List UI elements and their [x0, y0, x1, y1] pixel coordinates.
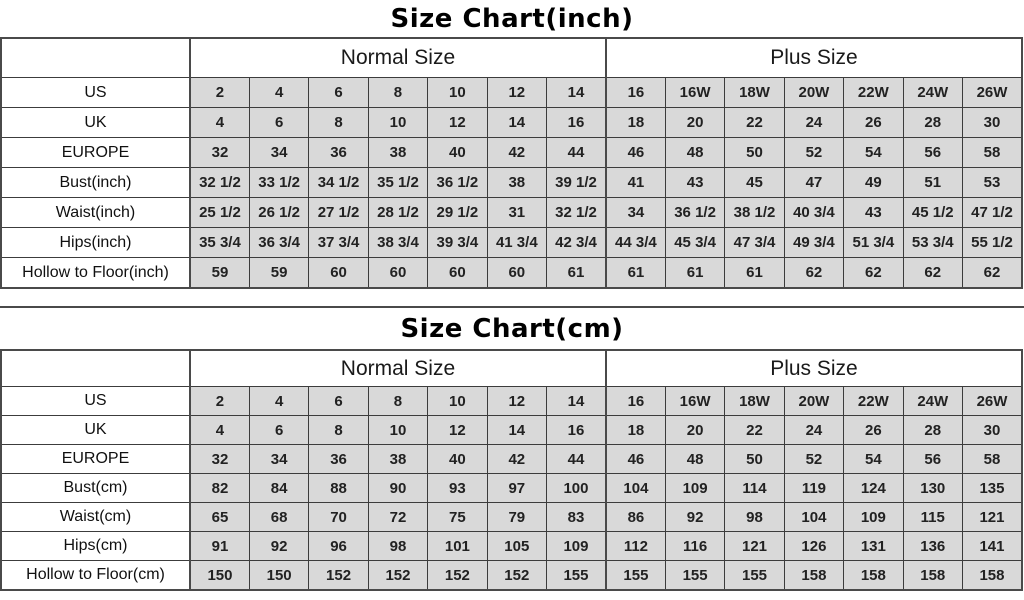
value-cell: 38	[368, 445, 427, 474]
row-label: EUROPE	[1, 138, 190, 168]
value-cell: 30	[962, 108, 1022, 138]
value-cell: 36 1/2	[665, 198, 724, 228]
value-cell: 33 1/2	[249, 168, 308, 198]
value-cell: 35 3/4	[190, 228, 249, 258]
value-cell: 16W	[665, 387, 724, 416]
value-cell: 10	[428, 387, 487, 416]
value-cell: 61	[547, 258, 606, 289]
value-cell: 53 3/4	[903, 228, 962, 258]
value-cell: 36 3/4	[249, 228, 308, 258]
value-cell: 2	[190, 78, 249, 108]
row-label: EUROPE	[1, 445, 190, 474]
value-cell: 34	[249, 445, 308, 474]
row-label: Hips(inch)	[1, 228, 190, 258]
value-cell: 12	[428, 108, 487, 138]
value-cell: 155	[547, 561, 606, 591]
value-cell: 54	[844, 138, 903, 168]
value-cell: 31	[487, 198, 546, 228]
value-cell: 121	[725, 532, 784, 561]
value-cell: 40	[428, 138, 487, 168]
value-cell: 130	[903, 474, 962, 503]
value-cell: 116	[665, 532, 724, 561]
value-cell: 16	[547, 416, 606, 445]
value-cell: 60	[368, 258, 427, 289]
value-cell: 150	[190, 561, 249, 591]
value-cell: 8	[368, 78, 427, 108]
value-cell: 52	[784, 445, 843, 474]
row-label: Bust(cm)	[1, 474, 190, 503]
value-cell: 20	[665, 108, 724, 138]
value-cell: 16W	[665, 78, 724, 108]
value-cell: 41	[606, 168, 665, 198]
value-cell: 39 1/2	[547, 168, 606, 198]
value-cell: 49 3/4	[784, 228, 843, 258]
value-cell: 98	[725, 503, 784, 532]
value-cell: 36 1/2	[428, 168, 487, 198]
value-cell: 53	[962, 168, 1022, 198]
value-cell: 40 3/4	[784, 198, 843, 228]
value-cell: 158	[962, 561, 1022, 591]
value-cell: 29 1/2	[428, 198, 487, 228]
value-cell: 27 1/2	[309, 198, 368, 228]
table-row	[1, 78, 1022, 108]
value-cell: 44	[547, 445, 606, 474]
value-cell: 24W	[903, 387, 962, 416]
row-label: UK	[1, 416, 190, 445]
value-cell: 10	[428, 78, 487, 108]
value-cell: 62	[784, 258, 843, 289]
value-cell: 10	[368, 108, 427, 138]
value-cell: 105	[487, 532, 546, 561]
value-cell: 62	[844, 258, 903, 289]
value-cell: 155	[725, 561, 784, 591]
size-chart-cm-section	[0, 306, 1024, 591]
table-row	[1, 387, 1022, 416]
value-cell: 48	[665, 445, 724, 474]
value-cell: 32 1/2	[190, 168, 249, 198]
value-cell: 101	[428, 532, 487, 561]
value-cell: 44	[547, 138, 606, 168]
chart-title-cm: Size Chart(cm)	[400, 313, 624, 344]
value-cell: 150	[249, 561, 308, 591]
value-cell: 46	[606, 138, 665, 168]
value-cell: 88	[309, 474, 368, 503]
value-cell: 47 3/4	[725, 228, 784, 258]
value-cell: 44 3/4	[606, 228, 665, 258]
value-cell: 152	[487, 561, 546, 591]
value-cell: 4	[249, 387, 308, 416]
value-cell: 158	[903, 561, 962, 591]
value-cell: 51	[903, 168, 962, 198]
value-cell: 34 1/2	[309, 168, 368, 198]
value-cell: 2	[190, 387, 249, 416]
value-cell: 26	[844, 416, 903, 445]
value-cell: 58	[962, 445, 1022, 474]
group-header-row	[1, 38, 1022, 78]
value-cell: 36	[309, 445, 368, 474]
value-cell: 22W	[844, 387, 903, 416]
value-cell: 6	[309, 78, 368, 108]
value-cell: 136	[903, 532, 962, 561]
group-header-normal-size: Normal Size	[190, 350, 606, 387]
value-cell: 16	[606, 387, 665, 416]
size-table-inch	[0, 37, 1023, 289]
value-cell: 100	[547, 474, 606, 503]
value-cell: 61	[606, 258, 665, 289]
value-cell: 62	[962, 258, 1022, 289]
row-label: Hips(cm)	[1, 532, 190, 561]
table-row	[1, 416, 1022, 445]
value-cell: 26W	[962, 387, 1022, 416]
value-cell: 10	[368, 416, 427, 445]
value-cell: 61	[725, 258, 784, 289]
row-label: Hollow to Floor(cm)	[1, 561, 190, 591]
value-cell: 37 3/4	[309, 228, 368, 258]
table-row	[1, 561, 1022, 591]
value-cell: 60	[309, 258, 368, 289]
value-cell: 58	[962, 138, 1022, 168]
value-cell: 70	[309, 503, 368, 532]
row-label: Hollow to Floor(inch)	[1, 258, 190, 289]
value-cell: 112	[606, 532, 665, 561]
value-cell: 158	[844, 561, 903, 591]
value-cell: 14	[547, 78, 606, 108]
value-cell: 18	[606, 108, 665, 138]
value-cell: 82	[190, 474, 249, 503]
value-cell: 8	[309, 416, 368, 445]
value-cell: 59	[190, 258, 249, 289]
value-cell: 60	[428, 258, 487, 289]
group-header-plus-size: Plus Size	[606, 350, 1022, 387]
value-cell: 54	[844, 445, 903, 474]
value-cell: 90	[368, 474, 427, 503]
value-cell: 83	[547, 503, 606, 532]
value-cell: 38 1/2	[725, 198, 784, 228]
value-cell: 93	[428, 474, 487, 503]
table-row	[1, 503, 1022, 532]
row-label: US	[1, 387, 190, 416]
value-cell: 61	[665, 258, 724, 289]
value-cell: 26	[844, 108, 903, 138]
value-cell: 14	[547, 387, 606, 416]
value-cell: 35 1/2	[368, 168, 427, 198]
value-cell: 141	[962, 532, 1022, 561]
value-cell: 158	[784, 561, 843, 591]
value-cell: 152	[428, 561, 487, 591]
value-cell: 42	[487, 445, 546, 474]
value-cell: 47 1/2	[962, 198, 1022, 228]
value-cell: 32 1/2	[547, 198, 606, 228]
value-cell: 155	[606, 561, 665, 591]
value-cell: 28	[903, 416, 962, 445]
value-cell: 51 3/4	[844, 228, 903, 258]
value-cell: 43	[665, 168, 724, 198]
value-cell: 119	[784, 474, 843, 503]
value-cell: 152	[368, 561, 427, 591]
value-cell: 104	[784, 503, 843, 532]
row-label: Bust(inch)	[1, 168, 190, 198]
value-cell: 8	[309, 108, 368, 138]
value-cell: 86	[606, 503, 665, 532]
value-cell: 155	[665, 561, 724, 591]
value-cell: 16	[547, 108, 606, 138]
value-cell: 131	[844, 532, 903, 561]
value-cell: 34	[249, 138, 308, 168]
value-cell: 41 3/4	[487, 228, 546, 258]
value-cell: 28 1/2	[368, 198, 427, 228]
value-cell: 38 3/4	[368, 228, 427, 258]
value-cell: 24W	[903, 78, 962, 108]
value-cell: 121	[962, 503, 1022, 532]
corner-cell	[1, 350, 190, 387]
value-cell: 22W	[844, 78, 903, 108]
value-cell: 91	[190, 532, 249, 561]
value-cell: 48	[665, 138, 724, 168]
value-cell: 25 1/2	[190, 198, 249, 228]
value-cell: 65	[190, 503, 249, 532]
value-cell: 42 3/4	[547, 228, 606, 258]
value-cell: 92	[249, 532, 308, 561]
value-cell: 14	[487, 108, 546, 138]
corner-cell	[1, 38, 190, 78]
value-cell: 46	[606, 445, 665, 474]
value-cell: 62	[903, 258, 962, 289]
value-cell: 4	[190, 108, 249, 138]
value-cell: 45 3/4	[665, 228, 724, 258]
value-cell: 22	[725, 108, 784, 138]
value-cell: 26 1/2	[249, 198, 308, 228]
value-cell: 12	[487, 387, 546, 416]
value-cell: 26W	[962, 78, 1022, 108]
value-cell: 34	[606, 198, 665, 228]
table-row	[1, 258, 1022, 289]
value-cell: 124	[844, 474, 903, 503]
value-cell: 56	[903, 445, 962, 474]
value-cell: 60	[487, 258, 546, 289]
value-cell: 8	[368, 387, 427, 416]
value-cell: 6	[249, 108, 308, 138]
table-row	[1, 108, 1022, 138]
value-cell: 56	[903, 138, 962, 168]
row-label: Waist(cm)	[1, 503, 190, 532]
value-cell: 109	[665, 474, 724, 503]
table-row	[1, 198, 1022, 228]
value-cell: 152	[309, 561, 368, 591]
value-cell: 14	[487, 416, 546, 445]
value-cell: 22	[725, 416, 784, 445]
value-cell: 72	[368, 503, 427, 532]
value-cell: 50	[725, 445, 784, 474]
value-cell: 109	[844, 503, 903, 532]
value-cell: 43	[844, 198, 903, 228]
value-cell: 84	[249, 474, 308, 503]
value-cell: 30	[962, 416, 1022, 445]
value-cell: 79	[487, 503, 546, 532]
group-header-row	[1, 350, 1022, 387]
value-cell: 52	[784, 138, 843, 168]
value-cell: 47	[784, 168, 843, 198]
value-cell: 12	[487, 78, 546, 108]
chart-title-inch: Size Chart(inch)	[390, 3, 634, 34]
value-cell: 49	[844, 168, 903, 198]
size-table-cm	[0, 349, 1023, 591]
value-cell: 40	[428, 445, 487, 474]
value-cell: 45 1/2	[903, 198, 962, 228]
value-cell: 38	[368, 138, 427, 168]
value-cell: 38	[487, 168, 546, 198]
size-chart-inch-section	[0, 0, 1024, 289]
value-cell: 18W	[725, 78, 784, 108]
value-cell: 42	[487, 138, 546, 168]
value-cell: 6	[249, 416, 308, 445]
value-cell: 50	[725, 138, 784, 168]
value-cell: 20W	[784, 78, 843, 108]
value-cell: 20	[665, 416, 724, 445]
value-cell: 20W	[784, 387, 843, 416]
value-cell: 104	[606, 474, 665, 503]
value-cell: 4	[249, 78, 308, 108]
table-row	[1, 445, 1022, 474]
value-cell: 55 1/2	[962, 228, 1022, 258]
row-label: UK	[1, 108, 190, 138]
value-cell: 18	[606, 416, 665, 445]
value-cell: 32	[190, 138, 249, 168]
row-label: Waist(inch)	[1, 198, 190, 228]
value-cell: 135	[962, 474, 1022, 503]
group-header-plus-size: Plus Size	[606, 38, 1022, 78]
group-header-normal-size: Normal Size	[190, 38, 606, 78]
value-cell: 109	[547, 532, 606, 561]
value-cell: 32	[190, 445, 249, 474]
value-cell: 24	[784, 108, 843, 138]
value-cell: 6	[309, 387, 368, 416]
row-label: US	[1, 78, 190, 108]
value-cell: 97	[487, 474, 546, 503]
value-cell: 68	[249, 503, 308, 532]
value-cell: 59	[249, 258, 308, 289]
value-cell: 12	[428, 416, 487, 445]
value-cell: 4	[190, 416, 249, 445]
value-cell: 75	[428, 503, 487, 532]
value-cell: 39 3/4	[428, 228, 487, 258]
table-row	[1, 532, 1022, 561]
value-cell: 16	[606, 78, 665, 108]
value-cell: 115	[903, 503, 962, 532]
table-row	[1, 168, 1022, 198]
value-cell: 126	[784, 532, 843, 561]
table-row	[1, 138, 1022, 168]
value-cell: 98	[368, 532, 427, 561]
value-cell: 96	[309, 532, 368, 561]
value-cell: 24	[784, 416, 843, 445]
value-cell: 114	[725, 474, 784, 503]
value-cell: 36	[309, 138, 368, 168]
value-cell: 45	[725, 168, 784, 198]
table-row	[1, 474, 1022, 503]
table-row	[1, 228, 1022, 258]
value-cell: 28	[903, 108, 962, 138]
value-cell: 92	[665, 503, 724, 532]
value-cell: 18W	[725, 387, 784, 416]
